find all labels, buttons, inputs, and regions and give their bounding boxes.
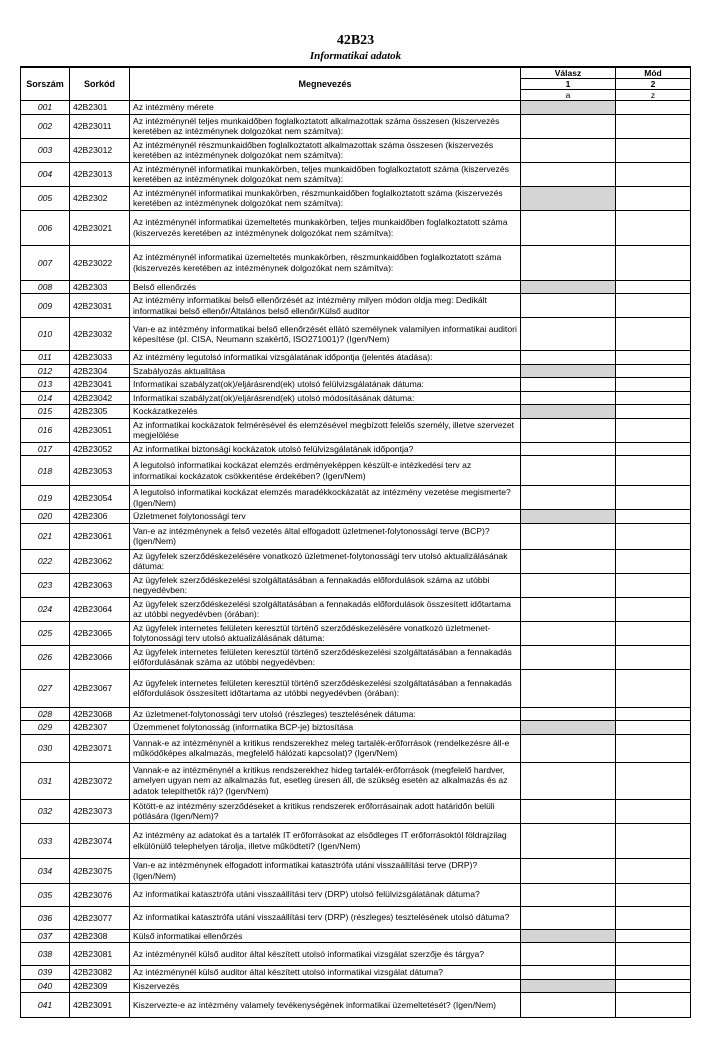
row-number: 034 (21, 858, 70, 883)
row-description: Az ügyfelek internetes felületen keresztül történő szerződéskezelési szolgáltatásában a fennakadás előfordulások összesített időtartama az utóbbi negyedévben (órában): (130, 669, 521, 707)
answer-cell[interactable] (521, 245, 616, 280)
row-description: Az informatikai kockázatok felmérésével és elemzésével megbízott felelős személy, illetve szervezet megjelölése (130, 418, 521, 442)
answer-cell[interactable] (521, 549, 616, 573)
answer-cell[interactable] (521, 906, 616, 929)
row-number: 029 (21, 721, 70, 735)
table-row (21, 486, 691, 510)
row-number: 019 (21, 486, 70, 510)
mode-cell (616, 510, 691, 524)
mode-cell[interactable] (616, 966, 691, 980)
mode-cell (616, 721, 691, 735)
mode-cell[interactable] (616, 486, 691, 510)
answer-cell[interactable] (521, 378, 616, 392)
row-code: 42B23063 (70, 573, 130, 597)
row-number: 025 (21, 621, 70, 645)
answer-cell (521, 405, 616, 419)
table-row (21, 669, 691, 707)
table-row (21, 210, 691, 245)
table-row (21, 734, 691, 762)
mode-cell[interactable] (616, 858, 691, 883)
row-number: 010 (21, 318, 70, 351)
row-description: Kockázatkezelés (130, 405, 521, 419)
row-code: 42B2301 (70, 101, 130, 115)
row-description: Belső ellenőrzés (130, 280, 521, 294)
answer-cell[interactable] (521, 799, 616, 823)
row-code: 42B23021 (70, 210, 130, 245)
row-code: 42B23071 (70, 734, 130, 762)
row-code: 42B2308 (70, 929, 130, 943)
table-row (21, 906, 691, 929)
row-code: 42B23033 (70, 351, 130, 365)
answer-cell (521, 364, 616, 378)
mode-cell (616, 186, 691, 210)
row-code: 42B2302 (70, 186, 130, 210)
row-code: 42B23061 (70, 523, 130, 549)
row-description: Az informatikai katasztrófa utáni visszaállítási terv (DRP) utolsó felülvizsgálatának dátuma? (130, 883, 521, 906)
row-code: 42B23064 (70, 597, 130, 621)
row-number: 030 (21, 734, 70, 762)
row-code: 42B23053 (70, 456, 130, 486)
table-row (21, 245, 691, 280)
answer-cell[interactable] (521, 442, 616, 456)
answer-cell (521, 929, 616, 943)
row-number: 011 (21, 351, 70, 365)
answer-cell[interactable] (521, 418, 616, 442)
table-row (21, 391, 691, 405)
row-number: 018 (21, 456, 70, 486)
row-number: 012 (21, 364, 70, 378)
row-number: 001 (21, 101, 70, 115)
table-row (21, 621, 691, 645)
row-description: Külső informatikai ellenőrzés (130, 929, 521, 943)
row-code: 42B23052 (70, 442, 130, 456)
row-number: 007 (21, 245, 70, 280)
mode-cell (616, 364, 691, 378)
answer-cell[interactable] (521, 597, 616, 621)
table-row (21, 442, 691, 456)
col-header-sorkod: Sorkód (70, 67, 130, 101)
answer-cell[interactable] (521, 486, 616, 510)
table-row (21, 799, 691, 823)
col-number-valasz: 1 (521, 79, 616, 90)
form-subtitle: Informatikai adatok (309, 50, 402, 62)
mode-cell[interactable] (616, 993, 691, 1018)
table-row (21, 858, 691, 883)
mode-cell[interactable] (616, 442, 691, 456)
col-header-mod: Mód (616, 67, 691, 79)
table-row (21, 573, 691, 597)
row-code: 42B23075 (70, 858, 130, 883)
answer-cell[interactable] (521, 858, 616, 883)
answer-cell[interactable] (521, 351, 616, 365)
table-row (21, 943, 691, 966)
mode-cell (616, 280, 691, 294)
row-code: 42B23072 (70, 762, 130, 799)
row-description: Van-e az intézménynek elfogadott informatikai katasztrófa utáni visszaállítási terve (DRP)? (Igen/Nem) (130, 858, 521, 883)
answer-cell[interactable] (521, 456, 616, 486)
row-description: Az ügyfelek szerződéskezelési szolgáltatásában a fennakadás előfordulások száma az utóbbi negyedévben: (130, 573, 521, 597)
row-description: Az ügyfelek szerződéskezelési szolgáltatásában a fennakadás előfordulások összesített időtartama az utóbbi negyedévben (órában): (130, 597, 521, 621)
answer-cell[interactable] (521, 294, 616, 318)
row-code: 42B23077 (70, 906, 130, 929)
table-row (21, 993, 691, 1018)
row-description: A legutolsó informatikai kockázat elemzés erdményeképpen készült-e intézkedési terv az informatikai kockázatok csökkentése érdekében? (Igen/Nem) (130, 456, 521, 486)
table-row (21, 186, 691, 210)
table-row (21, 979, 691, 993)
row-number: 006 (21, 210, 70, 245)
row-description: Az intézménynél külső auditor által készített utolsó informatikai vizsgálat szerzője és tárgya? (130, 943, 521, 966)
answer-cell (521, 280, 616, 294)
mode-cell[interactable] (616, 762, 691, 799)
row-description: Vannak-e az intézménynél a kritikus rendszerekhez hideg tartalék-erőforrások (megfelelő hardver, amelyen ugyan nem az alkalmazás fut, esetleg üresen áll, de szükség esetén az alkalmazás és az adatok telepíthetők rá)? (Igen/Nem) (130, 762, 521, 799)
mode-cell[interactable] (616, 799, 691, 823)
answer-cell[interactable] (521, 114, 616, 138)
answer-cell (521, 101, 616, 115)
answer-cell (521, 510, 616, 524)
row-description: Az informatikai katasztrófa utáni visszaállítási terv (DRP) (részleges) tesztelésének utolsó dátuma? (130, 906, 521, 929)
table-row (21, 510, 691, 524)
table-row (21, 294, 691, 318)
answer-cell[interactable] (521, 943, 616, 966)
row-number: 003 (21, 138, 70, 162)
table-row (21, 405, 691, 419)
row-description: Az üzletmenet-folytonossági terv utolsó (részleges) tesztelésének dátuma: (130, 707, 521, 721)
row-description: Az intézmény mérete (130, 101, 521, 115)
answer-cell[interactable] (521, 621, 616, 645)
row-code: 42B2305 (70, 405, 130, 419)
mode-cell[interactable] (616, 645, 691, 669)
mode-cell[interactable] (616, 245, 691, 280)
row-code: 42B2306 (70, 510, 130, 524)
mode-cell[interactable] (616, 597, 691, 621)
row-number: 028 (21, 707, 70, 721)
form-code-title: 42B23 (336, 33, 375, 48)
row-number: 015 (21, 405, 70, 419)
row-number: 013 (21, 378, 70, 392)
answer-cell[interactable] (521, 162, 616, 186)
row-description: Az ügyfelek internetes felületen keresztül történő szerződéskezelési szolgáltatásában a fennakadás előfordulásának száma az utóbbi negyedévben: (130, 645, 521, 669)
answer-cell[interactable] (521, 391, 616, 405)
table-row (21, 101, 691, 115)
row-description: A legutolsó informatikai kockázat elemzés maradékkockázatát az intézmény vezetése megismerte? (Igen/Nem) (130, 486, 521, 510)
row-description: Az ügyfelek szerződéskezelésére vonatkozó üzletmenet-folytonossági terv utolsó aktualizálásának dátuma: (130, 549, 521, 573)
answer-cell[interactable] (521, 669, 616, 707)
answer-cell[interactable] (521, 138, 616, 162)
row-description: Az intézménynél informatikai üzemeltetés munkakörben, teljes munkaidőben foglalkoztatott száma (kiszervezés keretében az intézménynek dolgozókat nem számítva): (130, 210, 521, 245)
answer-cell[interactable] (521, 645, 616, 669)
mode-cell[interactable] (616, 114, 691, 138)
row-code: 42B23041 (70, 378, 130, 392)
row-number: 026 (21, 645, 70, 669)
table-row (21, 823, 691, 858)
mode-cell[interactable] (616, 391, 691, 405)
row-description: Az intézmény legutolsó informatikai vizsgálatának időpontja (jelentés átadása): (130, 351, 521, 365)
answer-cell[interactable] (521, 210, 616, 245)
mode-cell[interactable] (616, 669, 691, 707)
answer-cell[interactable] (521, 762, 616, 799)
row-number: 004 (21, 162, 70, 186)
table-row (21, 645, 691, 669)
mode-cell[interactable] (616, 573, 691, 597)
row-code: 42B23011 (70, 114, 130, 138)
mode-cell (616, 405, 691, 419)
row-number: 035 (21, 883, 70, 906)
row-description: Az intézménynél informatikai munkakörben, részmunkaidőben foglalkoztatott száma (kiszervezés keretében az intézménynek dolgozókat nem számítva): (130, 186, 521, 210)
mode-cell[interactable] (616, 162, 691, 186)
row-description: Az intézménynél részmunkaidőben foglalkoztatott alkalmazottak száma összesen (kiszervezés keretében az intézménynek dolgozókat nem számítva): (130, 138, 521, 162)
row-description: Vannak-e az intézménynél a kritikus rendszerekhez meleg tartalék-erőforrások (rendelkezésre áll-e működőképes alkalmazás, megfelelő hálózati kapcsolat)? (Igen/Nem) (130, 734, 521, 762)
row-description: Informatikai szabályzat(ok)/eljárásrend(ek) utolsó felülvizsgálatának dátuma: (130, 378, 521, 392)
row-code: 42B23032 (70, 318, 130, 351)
row-description: Kiszervezte-e az intézmény valamely tevékenységének informatikai üzemeltetését? (Igen/Nem) (130, 993, 521, 1018)
row-code: 42B2304 (70, 364, 130, 378)
col-header-valasz: Válasz (521, 67, 616, 79)
row-description: Az intézmény az adatokat és a tartalék IT erőforrásokat az elsődleges IT erőforrásoktól földrajzilag elkülönülő telephelyen tárolja, illetve működteti? (Igen/Nem) (130, 823, 521, 858)
table-row (21, 707, 691, 721)
answer-cell (521, 979, 616, 993)
row-number: 022 (21, 549, 70, 573)
row-number: 036 (21, 906, 70, 929)
row-code: 42B23066 (70, 645, 130, 669)
row-description: Az informatikai biztonsági kockázatok utolsó felülvizsgálatának időpontja? (130, 442, 521, 456)
table-body (21, 101, 691, 1018)
table-row (21, 378, 691, 392)
row-description: Az intézménynél informatikai munkakörben, teljes munkaidőben foglalkoztatott száma (kiszervezés keretében az intézménynek dolgozókat nem számítva): (130, 162, 521, 186)
row-description: Az intézménynél informatikai üzemeltetés munkakörben, részmunkaidőben foglalkoztatott száma (kiszervezés keretében az intézménynek dolgozókat nem számítva): (130, 245, 521, 280)
table-row (21, 418, 691, 442)
row-code: 42B23022 (70, 245, 130, 280)
table-row (21, 280, 691, 294)
answer-cell[interactable] (521, 823, 616, 858)
table-row (21, 721, 691, 735)
col-header-megnevezes: Megnevezés (130, 67, 521, 101)
table-row (21, 597, 691, 621)
mode-cell[interactable] (616, 823, 691, 858)
col-letter-valasz: a (521, 90, 616, 101)
table-row (21, 883, 691, 906)
mode-cell[interactable] (616, 707, 691, 721)
row-number: 027 (21, 669, 70, 707)
row-description: Kötött-e az intézmény szerződéseket a kritikus rendszerek erőforrásainak adott határidőn belüli pótlására (Igen/Nem)? (130, 799, 521, 823)
row-number: 039 (21, 966, 70, 980)
row-number: 040 (21, 979, 70, 993)
row-code: 42B23067 (70, 669, 130, 707)
row-code: 42B23042 (70, 391, 130, 405)
row-description: Szabályozás aktualitása (130, 364, 521, 378)
mode-cell[interactable] (616, 378, 691, 392)
answer-cell[interactable] (521, 883, 616, 906)
row-number: 017 (21, 442, 70, 456)
table-row (21, 549, 691, 573)
row-number: 021 (21, 523, 70, 549)
row-number: 023 (21, 573, 70, 597)
mode-cell (616, 929, 691, 943)
row-number: 031 (21, 762, 70, 799)
table-row (21, 351, 691, 365)
table-row (21, 456, 691, 486)
row-description: Van-e az intézmény informatikai belső ellenőrzését ellátó személynek valamilyen informatikai auditori képesítése (pl. CISA, Neumann szakértő, ISO271001)? (Igen/Nem) (130, 318, 521, 351)
row-number: 033 (21, 823, 70, 858)
col-letter-mod: z (616, 90, 691, 101)
answer-cell (521, 186, 616, 210)
row-code: 42B2307 (70, 721, 130, 735)
row-number: 009 (21, 294, 70, 318)
mode-cell[interactable] (616, 523, 691, 549)
mode-cell[interactable] (616, 456, 691, 486)
row-code: 42B23051 (70, 418, 130, 442)
row-code: 42B23013 (70, 162, 130, 186)
row-number: 005 (21, 186, 70, 210)
row-code: 42B23068 (70, 707, 130, 721)
table-row (21, 364, 691, 378)
row-description: Az intézménynél teljes munkaidőben foglalkoztatott alkalmazottak száma összesen (kiszervezés keretében az intézménynek dolgozókat nem számítva): (130, 114, 521, 138)
row-description: Az intézmény informatikai belső ellenőrzését az intézmény milyen módon oldja meg: Dedikált informatikai belső ellenőr/Általános belső ellenőr/Külső auditor (130, 294, 521, 318)
row-number: 032 (21, 799, 70, 823)
mode-cell[interactable] (616, 883, 691, 906)
answer-cell[interactable] (521, 966, 616, 980)
row-description: Van-e az intézménynek a felső vezetés által elfogadott üzletmenet-folytonossági terve (BCP)? (Igen/Nem) (130, 523, 521, 549)
answer-cell[interactable] (521, 573, 616, 597)
answer-cell[interactable] (521, 707, 616, 721)
mode-cell[interactable] (616, 210, 691, 245)
row-number: 020 (21, 510, 70, 524)
mode-cell[interactable] (616, 138, 691, 162)
table-row (21, 162, 691, 186)
mode-cell[interactable] (616, 318, 691, 351)
row-number: 002 (21, 114, 70, 138)
table-row (21, 114, 691, 138)
row-description: Az ügyfelek internetes felületen keresztül történő szerződéskezelésére vonatkozó üzletmenet-folytonossági terv utolsó aktualizálásának dátuma: (130, 621, 521, 645)
data-table (20, 66, 691, 1018)
row-number: 016 (21, 418, 70, 442)
mode-cell[interactable] (616, 549, 691, 573)
mode-cell[interactable] (616, 734, 691, 762)
col-header-sorszam: Sorszám (21, 67, 70, 101)
row-code: 42B23012 (70, 138, 130, 162)
row-number: 014 (21, 391, 70, 405)
table-row (21, 318, 691, 351)
mode-cell[interactable] (616, 621, 691, 645)
row-number: 038 (21, 943, 70, 966)
row-description: Informatikai szabályzat(ok)/eljárásrend(ek) utolsó módosításának dátuma: (130, 391, 521, 405)
row-description: Üzletmenet folytonossági terv (130, 510, 521, 524)
mode-cell (616, 979, 691, 993)
mode-cell[interactable] (616, 294, 691, 318)
table-row (21, 762, 691, 799)
row-code: 42B2309 (70, 979, 130, 993)
row-code: 42B23074 (70, 823, 130, 858)
col-number-mod: 2 (616, 79, 691, 90)
answer-cell[interactable] (521, 993, 616, 1018)
row-number: 008 (21, 280, 70, 294)
answer-cell[interactable] (521, 523, 616, 549)
answer-cell[interactable] (521, 734, 616, 762)
row-number: 024 (21, 597, 70, 621)
answer-cell[interactable] (521, 318, 616, 351)
row-code: 42B23091 (70, 993, 130, 1018)
mode-cell[interactable] (616, 943, 691, 966)
mode-cell (616, 101, 691, 115)
table-row (21, 138, 691, 162)
row-code: 42B23031 (70, 294, 130, 318)
mode-cell[interactable] (616, 906, 691, 929)
row-description: Az intézménynél külső auditor által készített utolsó informatikai vizsgálat dátuma? (130, 966, 521, 980)
row-code: 42B23076 (70, 883, 130, 906)
table-row (21, 523, 691, 549)
row-code: 42B23081 (70, 943, 130, 966)
row-code: 42B23054 (70, 486, 130, 510)
row-code: 42B23082 (70, 966, 130, 980)
row-description: Üzemmenet folytonosság (informatika BCP-je) biztosítása (130, 721, 521, 735)
row-number: 037 (21, 929, 70, 943)
row-code: 42B23073 (70, 799, 130, 823)
row-number: 041 (21, 993, 70, 1018)
row-description: Kiszervezés (130, 979, 521, 993)
row-code: 42B23062 (70, 549, 130, 573)
answer-cell (521, 721, 616, 735)
table-row (21, 929, 691, 943)
mode-cell[interactable] (616, 351, 691, 365)
row-code: 42B2303 (70, 280, 130, 294)
mode-cell[interactable] (616, 418, 691, 442)
table-row (21, 966, 691, 980)
row-code: 42B23065 (70, 621, 130, 645)
